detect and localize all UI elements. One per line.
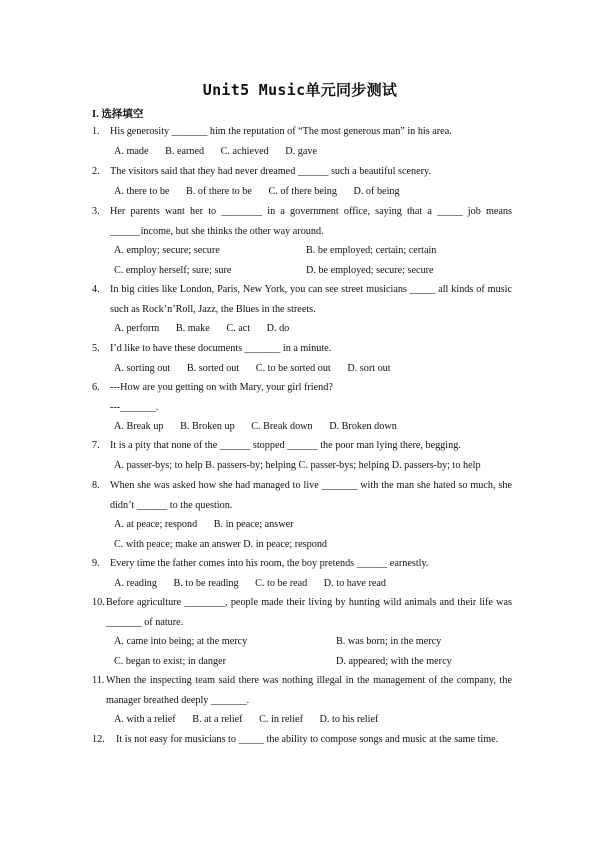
question-stem: When the inspecting team said there was nothing illegal in the management of the company, the manager breathed deeply _______. (106, 675, 512, 706)
option-a: A. there to be (114, 185, 170, 197)
option-grid (92, 632, 512, 671)
option-row (92, 515, 512, 535)
option-b: B. earned (165, 145, 205, 157)
option-c: C. employ herself; sure; sure (114, 264, 232, 276)
option-a: A. perform (114, 323, 160, 334)
question-4 (92, 280, 512, 339)
question-6 (92, 378, 512, 437)
option-a: A. reading (114, 577, 157, 589)
question-7 (92, 436, 512, 475)
question-number: 6. (92, 382, 100, 393)
question-10 (92, 593, 512, 671)
question-number: 8. (92, 480, 100, 491)
question-8 (92, 476, 512, 554)
question-number: 11. (92, 675, 105, 686)
option-row (92, 319, 512, 339)
option-b: B. of there to be (186, 185, 252, 197)
section-heading: I. 选择填空 (92, 109, 144, 120)
option-d: D. to his relief (319, 714, 379, 725)
option-a: A. at peace; respond (114, 519, 198, 530)
option-b: B. sorted out (186, 362, 240, 374)
option-c: C. began to exist; in danger (114, 655, 227, 667)
option-a: A. sorting out (114, 362, 171, 374)
option-b: B. Broken up (180, 421, 235, 432)
question-stem: Before agriculture ________, people made their living by hunting wild animals and their life was _______ of nature. (106, 597, 512, 628)
question-stem: It is a pity that none of the ______ stopped ______ the poor man lying there, begging. (110, 440, 461, 451)
question-number: 2. (92, 166, 100, 177)
question-reply: ---_______. (110, 401, 159, 413)
option-a: A. employ; secure; secure (114, 245, 220, 256)
option-c: C. in relief (259, 714, 303, 725)
question-2 (92, 162, 512, 201)
question-9 (92, 554, 512, 593)
option-a: A. made (114, 145, 149, 157)
option-c: C. act (226, 323, 251, 334)
option-b: B. make (175, 323, 210, 334)
option-row (92, 574, 512, 594)
option-row (92, 710, 512, 730)
question-number: 4. (92, 284, 100, 295)
question-stem: ---How are you getting on with Mary, your girl friend? (110, 382, 333, 393)
option-d: D. to have read (323, 577, 387, 589)
option-a: A. Break up (114, 421, 164, 432)
option-c: C. to be sorted out (255, 362, 331, 374)
option-c: C. to be read (255, 577, 308, 589)
option-a: A. came into being; at the mercy (114, 636, 248, 647)
question-stem: When she was asked how she had managed to live _______ with the man she hated so much, she didn’t ______ to the question. (110, 480, 512, 511)
option-row (92, 417, 512, 437)
question-3 (92, 202, 512, 280)
option-d: D. appeared; with the mercy (336, 655, 452, 667)
question-stem: His generosity _______ him the reputation of “The most generous man” in his area. (110, 126, 452, 137)
option-row (92, 182, 512, 202)
option-d: D. sort out (347, 362, 391, 374)
question-1 (92, 122, 512, 161)
option-c: C. achieved (220, 145, 269, 157)
question-stem: The visitors said that they had never dreamed ______ such a beautiful scenery. (110, 166, 431, 177)
option-d: D. do (266, 323, 290, 334)
option-b: B. to be reading (173, 577, 239, 589)
option-b: B. be employed; certain; certain (306, 245, 437, 256)
option-d: D. be employed; secure; secure (306, 264, 434, 276)
question-5 (92, 339, 512, 378)
option-d: D. of being (353, 185, 400, 197)
question-number: 1. (92, 126, 100, 137)
option-row (92, 359, 512, 379)
option-c: C. of there being (268, 185, 337, 197)
question-number: 10. (92, 597, 105, 608)
option-a: A. with a relief (114, 714, 176, 725)
option-line: A. passer-bys; to help B. passers-by; helping C. passer-bys; helping D. passers-by; to help (114, 459, 481, 471)
option-d: D. gave (285, 145, 317, 157)
question-stem: Every time the father comes into his room, the boy pretends ______ earnestly. (110, 558, 429, 569)
question-stem: It is not easy for musicians to _____ the ability to compose songs and music at the same time. (116, 734, 499, 745)
page-title: Unit5 Music单元同步测试 (202, 81, 398, 99)
question-number: 9. (92, 558, 100, 569)
option-b: B. at a relief (192, 714, 243, 725)
option-row (92, 142, 512, 162)
question-number: 7. (92, 440, 100, 451)
option-b: B. in peace; answer (213, 519, 294, 530)
question-number: 3. (92, 206, 100, 217)
option-d: D. Broken down (329, 421, 397, 432)
option-c: C. Break down (251, 421, 313, 432)
question-number: 12. (92, 734, 105, 745)
question-12 (92, 730, 512, 750)
question-stem: I’d like to have these documents _______ in a minute. (110, 343, 332, 354)
option-b: B. was born; in the mercy (336, 636, 442, 647)
question-11 (92, 671, 512, 730)
question-number: 5. (92, 343, 100, 354)
question-stem: In big cities like London, Paris, New York, you can see street musicians _____ all kinds of music such as Rock’n’Roll, Jazz, the Blues in the streets. (110, 284, 512, 315)
question-stem: Her parents want her to ________ in a government office, saying that a _____ job means ______income, but she thinks the other way around. (110, 206, 512, 237)
option-grid (92, 241, 512, 280)
option-line: C. with peace; make an answer D. in peace; respond (114, 538, 328, 550)
